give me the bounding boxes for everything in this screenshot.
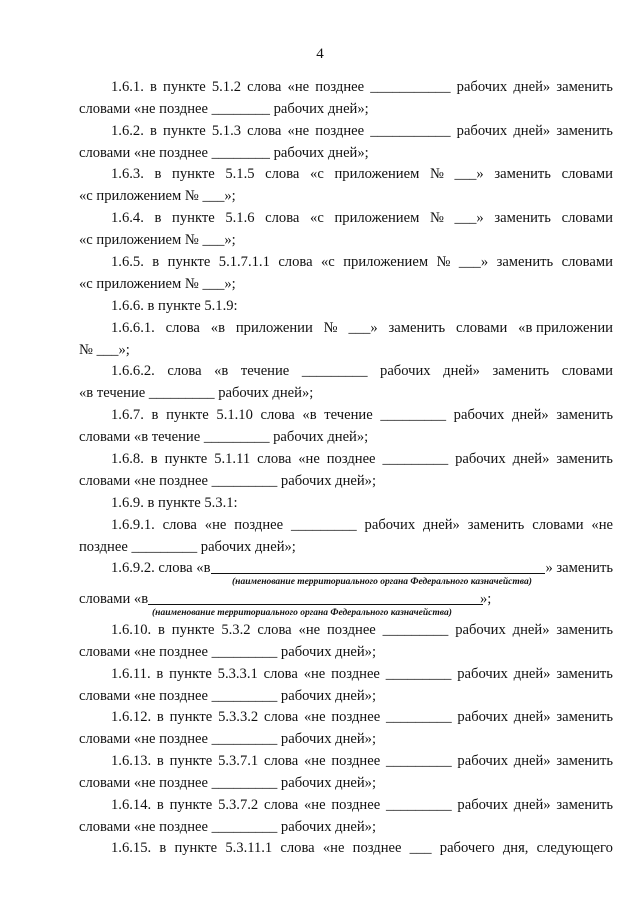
item-1-6-2-line1 (111, 121, 613, 141)
word: 1.6.7. (111, 407, 144, 423)
word: ___ (409, 840, 432, 856)
item-1-6-1-line1 (111, 77, 613, 97)
word: слова (257, 622, 292, 638)
word: «в приложении (518, 320, 613, 336)
word: «не (298, 451, 320, 467)
word: 1.6.8. (111, 451, 144, 467)
item-1-6-9-2-line2 (79, 589, 613, 609)
item-1-6-10-line2: словами «не позднее _________ рабочих дней»; (79, 644, 377, 660)
word: позднее (331, 753, 381, 769)
word: 5.1.3 (211, 123, 242, 139)
word: дней» (443, 363, 480, 379)
word: позднее (331, 666, 380, 682)
item-1-6-9: 1.6.9. в пункте 5.3.1: (111, 495, 238, 511)
word: приложением (334, 210, 420, 226)
word: _________ (380, 407, 447, 423)
word: слова (265, 166, 300, 182)
word: № (436, 254, 451, 270)
word: _________ (301, 363, 368, 379)
item-1-6-6-2-line2: «в течение _________ рабочих дней»; (79, 385, 314, 401)
word: «не (298, 622, 321, 638)
word: пункте (164, 451, 208, 467)
word: «в (302, 407, 317, 423)
word: заменить (492, 363, 550, 379)
word: позднее (352, 840, 402, 856)
word: словами (561, 210, 613, 226)
word: пункте (169, 753, 213, 769)
word: «не (304, 753, 326, 769)
word: дней» (513, 797, 551, 813)
word: рабочих (457, 666, 508, 682)
word: заменить (556, 407, 613, 423)
word: 1.6.2. (111, 123, 144, 139)
word: 5.1.10 (216, 407, 253, 423)
word: слова (167, 363, 202, 379)
word: приложением (343, 254, 429, 270)
word: заменить (556, 797, 613, 813)
word: словами (561, 166, 613, 182)
word: в (150, 451, 158, 467)
word: «не (204, 517, 227, 533)
word: позднее (234, 517, 284, 533)
word: в (156, 797, 164, 813)
item-1-6-9-2-end2: »; (480, 591, 492, 607)
word: пункте (172, 166, 215, 182)
word: 5.1.2 (211, 79, 242, 95)
word: «с (321, 254, 335, 270)
word: позднее (315, 79, 365, 95)
word: заменить (494, 166, 551, 182)
word: _________ (385, 797, 452, 813)
word: 5.3.11.1 (225, 840, 273, 856)
word: 5.1.5 (225, 166, 255, 182)
word: заменить (494, 210, 551, 226)
word: словами (532, 517, 584, 533)
word: в (159, 840, 167, 856)
word: в (156, 753, 164, 769)
word: «в (214, 363, 229, 379)
word: пункте (169, 666, 212, 682)
word: позднее (331, 797, 381, 813)
word: заменить (556, 123, 613, 139)
word: пункте (171, 622, 215, 638)
word: в (158, 622, 165, 638)
word: пункте (174, 840, 218, 856)
word: № (323, 320, 338, 336)
word: «не (591, 517, 613, 533)
word: 1.6.1. (111, 79, 144, 95)
word: пункте (166, 407, 209, 423)
word: в (152, 254, 160, 270)
word: 1.6.6.2. (111, 363, 155, 379)
word: в (149, 123, 157, 139)
blank-line (148, 589, 483, 605)
word: 1.6.10. (111, 622, 152, 638)
word: «с (310, 166, 324, 182)
item-1-6-11-line2: словами «не позднее _________ рабочих дней»; (79, 688, 377, 704)
word: заменить (388, 320, 446, 336)
word: дней» (513, 709, 551, 725)
word: _________ (290, 517, 357, 533)
item-1-6-9-2-line1 (111, 558, 613, 578)
word: рабочих (457, 753, 508, 769)
item-1-6-8-line2: словами «не позднее _________ рабочих дней»; (79, 473, 377, 489)
item-1-6-15-line1 (111, 838, 613, 858)
word: 1.6.14. (111, 797, 152, 813)
word: в (151, 407, 159, 423)
word: 1.6.9.1. (111, 517, 155, 533)
item-1-6-9-1-line1 (111, 515, 613, 535)
item-1-6-2-line2: словами «не позднее ________ рабочих дней»; (79, 145, 369, 161)
word: ___________ (370, 79, 451, 95)
item-1-6-9-2-end: » заменить (545, 560, 613, 576)
word: в (154, 210, 162, 226)
word: 5.3.3.1 (217, 666, 258, 682)
word: 5.1.7.1.1 (218, 254, 270, 270)
word: 1.6.12. (111, 709, 152, 725)
item-1-6-5-line1 (111, 252, 613, 272)
word: «не (304, 797, 326, 813)
word: рабочих (457, 797, 508, 813)
word: _________ (382, 622, 449, 638)
item-1-6-1-line2: словами «не позднее ________ рабочих дней»; (79, 101, 369, 117)
word: течение (240, 363, 290, 379)
word: дней» (512, 451, 550, 467)
word: заменить (556, 622, 613, 638)
word: слова (263, 753, 299, 769)
item-1-6-14-line1 (111, 795, 613, 815)
word: слова (257, 451, 292, 467)
word: «в (210, 320, 225, 336)
word: пункте (172, 210, 215, 226)
word: ___» (454, 210, 484, 226)
word: дней» (513, 666, 551, 682)
word: «не (303, 666, 326, 682)
word: 1.6.15. (111, 840, 152, 856)
word: рабочих (380, 363, 431, 379)
item-1-6-9-1-line2: позднее _________ рабочих дней»; (79, 539, 296, 555)
word: в (149, 79, 157, 95)
word: ___» (348, 320, 378, 336)
word: слова (263, 666, 298, 682)
word: 1.6.5. (111, 254, 144, 270)
word: 1.6.3. (111, 166, 144, 182)
word: слова (263, 709, 299, 725)
field-caption: (наименование территориального органа Федерального казначейства) (152, 608, 452, 618)
word: позднее (326, 622, 376, 638)
word: ___» (458, 254, 489, 270)
item-1-6-13-line2: словами «не позднее _________ рабочих дней»; (79, 775, 377, 791)
item-1-6-12-line2: словами «не позднее _________ рабочих дней»; (79, 731, 377, 747)
word: ___________ (370, 123, 451, 139)
item-1-6-12-line1 (111, 707, 613, 727)
word: 5.1.6 (225, 210, 255, 226)
word: рабочих (364, 517, 416, 533)
word: заменить (556, 79, 613, 95)
word: 5.3.3.2 (218, 709, 259, 725)
word: _________ (385, 753, 452, 769)
word: № (429, 210, 444, 226)
word: заменить (556, 451, 613, 467)
word: пункте (163, 79, 206, 95)
item-1-6-7-line2: словами «в течение _________ рабочих дней»; (79, 429, 369, 445)
blank-line (211, 558, 546, 574)
word: в (154, 166, 162, 182)
word: рабочих (455, 622, 506, 638)
word: словами (456, 320, 508, 336)
word: словами (561, 363, 613, 379)
item-1-6-4-line1 (111, 208, 613, 228)
word: позднее (326, 451, 376, 467)
item-1-6-13-line1 (111, 751, 613, 771)
word: в (156, 666, 164, 682)
item-1-6-14-line2: словами «не позднее _________ рабочих дней»; (79, 819, 377, 835)
item-1-6-6-2-line1 (111, 361, 613, 381)
item-1-6-6-1-line1 (111, 318, 613, 338)
word: слова (280, 840, 315, 856)
item-1-6-10-line1 (111, 620, 613, 640)
word: «не (304, 709, 326, 725)
word: приложении (235, 320, 313, 336)
word: позднее (331, 709, 381, 725)
item-1-6-11-line1 (111, 664, 613, 684)
word: ___» (454, 166, 484, 182)
word: пункте (163, 123, 206, 139)
word: дня, (502, 840, 529, 856)
word: 1.6.11. (111, 666, 151, 682)
word: заменить (556, 753, 613, 769)
word: слова (278, 254, 313, 270)
word: пункте (169, 709, 213, 725)
word: заменить (556, 709, 613, 725)
word: 1.6.13. (111, 753, 152, 769)
word: в (156, 709, 164, 725)
word: «не (287, 79, 310, 95)
word: заменить (467, 517, 525, 533)
word: дней» (513, 79, 551, 95)
item-1-6-5-line2: «с приложением № ___»; (79, 276, 236, 292)
word: слова (260, 407, 295, 423)
item-1-6-3-line2: «с приложением № ___»; (79, 188, 236, 204)
word: «не (287, 123, 310, 139)
word: 1.6.4. (111, 210, 144, 226)
word: течение (324, 407, 373, 423)
word: слова (263, 797, 299, 813)
word: слова (247, 79, 282, 95)
word: дней» (423, 517, 460, 533)
word: _________ (385, 709, 452, 725)
word: слова (265, 210, 300, 226)
word: словами (561, 254, 613, 270)
word: заменить (496, 254, 554, 270)
word: рабочих (455, 451, 506, 467)
word: приложением (334, 166, 420, 182)
word: № (429, 166, 444, 182)
item-1-6-3-line1 (111, 164, 613, 184)
item-1-6-4-line2: «с приложением № ___»; (79, 232, 236, 248)
word: 5.3.7.2 (218, 797, 259, 813)
word: 5.1.11 (214, 451, 251, 467)
word: 1.6.6.1. (111, 320, 155, 336)
item-1-6-6-1-line2: № ___»; (79, 342, 130, 358)
word: «с (310, 210, 324, 226)
word: пункте (167, 254, 211, 270)
item-1-6-7-line1 (111, 405, 613, 425)
word: _________ (382, 451, 449, 467)
word: следующего (536, 840, 613, 856)
field-caption: (наименование территориального органа Федерального казначейства) (232, 577, 532, 587)
word: 5.3.7.1 (218, 753, 259, 769)
item-1-6-9-2-start: 1.6.9.2. слова «в (111, 560, 211, 576)
word: дней» (512, 622, 550, 638)
word: слова (165, 320, 200, 336)
page-number: 4 (316, 46, 324, 62)
item-1-6-9-2-start2: словами «в (79, 591, 149, 607)
word: рабочего (439, 840, 495, 856)
word: рабочих (456, 79, 508, 95)
word: дней» (511, 407, 549, 423)
word: рабочих (456, 123, 508, 139)
word: дней» (513, 753, 551, 769)
word: слова (162, 517, 197, 533)
word: 5.3.2 (221, 622, 251, 638)
word: пункте (169, 797, 213, 813)
word: слова (247, 123, 282, 139)
word: _________ (385, 666, 452, 682)
word: рабочих (457, 709, 508, 725)
word: «не (322, 840, 345, 856)
word: заменить (556, 666, 613, 682)
item-1-6-8-line1 (111, 449, 613, 469)
word: позднее (315, 123, 365, 139)
word: рабочих (453, 407, 505, 423)
word: дней» (513, 123, 551, 139)
item-1-6-6: 1.6.6. в пункте 5.1.9: (111, 298, 238, 314)
